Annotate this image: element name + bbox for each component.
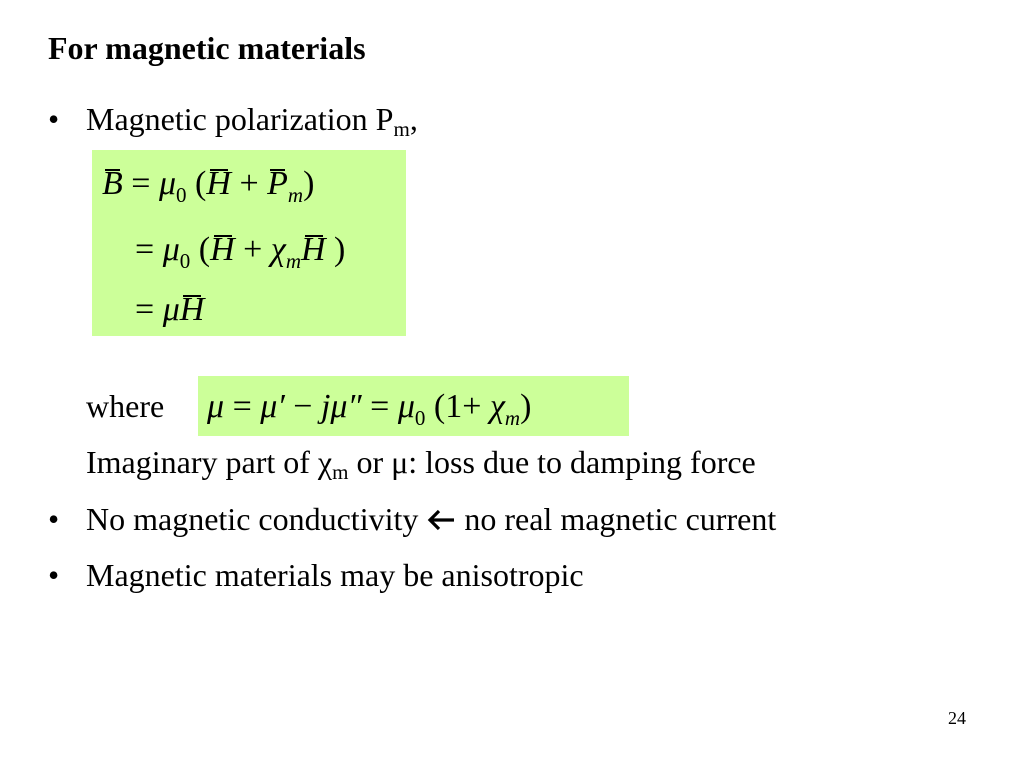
eq2-equals: = [135,231,155,268]
eq2-chi: χ [270,231,286,268]
left-arrow-icon [426,508,456,532]
bullet-2-text-before: No magnetic conductivity [86,501,427,537]
imaginary-chi-subscript: m [332,460,349,484]
eq1-m: m [287,183,304,207]
bullet-1-tail: , [409,101,418,137]
eq3-h-vector: H [179,291,205,328]
bullet-2-text [86,503,776,535]
eq4-m: m [504,406,521,430]
eq1-mu: μ [158,165,177,202]
eq4-mu-double-prime: μ″ [330,388,362,425]
page-number: 24 [948,708,966,728]
where-label: where [86,388,165,424]
eq4-rparen: ) [520,388,532,425]
bullet-3-glyph: • [48,557,60,593]
eq2-m: m [285,249,301,273]
eq1-h-vector: H [206,165,231,202]
eq3-mu: μ [162,291,180,328]
eq3-equals: = [135,291,155,328]
eq4-plus: + [462,388,482,425]
eq1-lparen: ( [195,165,207,202]
slide-title: For magnetic materials [48,30,366,66]
bullet-2-glyph: • [48,501,60,537]
eq2-plus: + [243,231,263,268]
eq1-rparen: ) [303,165,315,202]
eq1-zero: 0 [176,183,187,207]
eq4-j: j [320,388,331,425]
eq2-lparen: ( [198,231,211,268]
eq4-chi: χ [489,388,505,425]
imaginary-chi: χ [317,444,333,480]
imaginary-text-1: Imaginary part of [86,444,318,480]
eq4-mu-naught: μ [397,388,415,425]
equation-line-2 [135,231,346,273]
eq2-rparen: ) [334,231,346,268]
bullet-3-text: Magnetic materials may be anisotropic [86,557,584,593]
bullet-1-text [86,101,418,141]
eq4-zero: 0 [414,406,426,430]
eq1-b-vector: B [102,165,123,202]
eq4-equals-2: = [370,388,390,425]
bullet-1-glyph: • [48,101,60,137]
eq4-lparen-one: (1 [433,388,463,425]
equation-line-1 [102,165,315,207]
eq2-h-vector-2: H [300,231,326,268]
bullet-1-subscript: m [393,117,410,141]
eq1-p-vector: P [267,165,288,202]
eq2-mu: μ [162,231,180,268]
equation-line-3 [135,293,204,327]
eq2-h-vector: H [210,231,235,268]
imaginary-text-2: or μ: loss due to damping force [348,444,756,480]
eq1-plus: + [239,165,259,202]
eq4-equals-1: = [232,388,252,425]
bullet-1-label: Magnetic polarization P [86,101,394,137]
eq4-mu: μ [207,388,225,425]
eq4-minus: − [293,388,313,425]
eq4-mu-prime: μ′ [260,388,285,425]
equation-line-4 [207,388,532,430]
imaginary-part-line [86,444,756,484]
eq1-equals: = [131,165,151,202]
eq2-zero: 0 [179,249,191,273]
bullet-2-text-after: no real magnetic current [456,501,777,537]
